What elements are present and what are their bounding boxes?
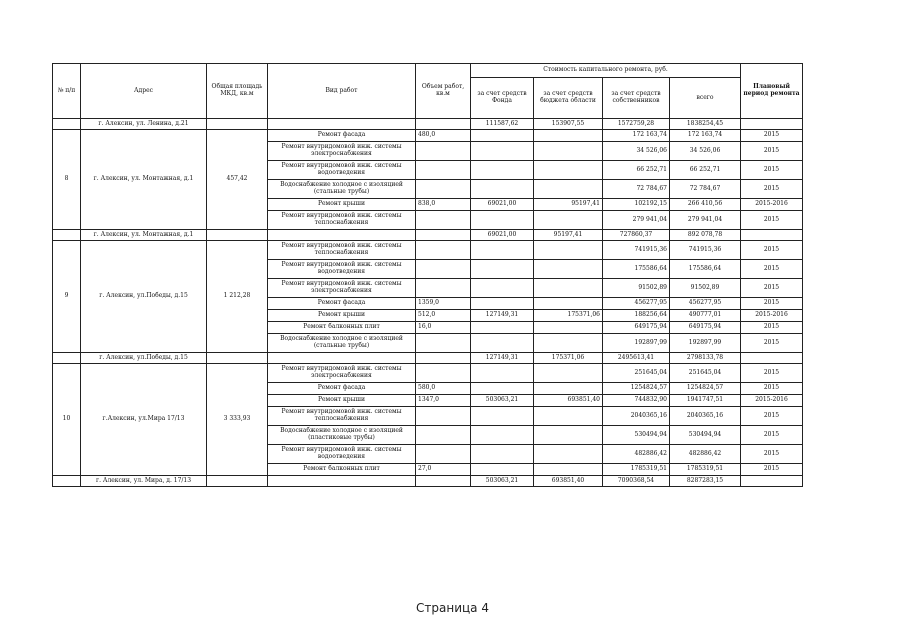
cost-owners: 649175,94 (603, 322, 670, 334)
repair-period: 2015 (741, 464, 803, 476)
repair-period: 2015 (741, 180, 803, 199)
header-cost-group: Стоимость капитального ремонта, руб. (471, 64, 741, 78)
cost-total: 34 526,06 (670, 142, 741, 161)
cost-fund (471, 130, 534, 142)
building-address: г. Алексин, ул. Монтажная, д.1 (81, 130, 207, 230)
total-owners: 1572759,28 (603, 119, 670, 130)
total-budget: 95197,41 (534, 230, 603, 241)
cost-total: 172 163,74 (670, 130, 741, 142)
cost-fund (471, 383, 534, 395)
cost-owners: 1254824,57 (603, 383, 670, 395)
header-address: Адрес (81, 64, 207, 119)
cost-total: 66 252,71 (670, 161, 741, 180)
cost-budget (534, 130, 603, 142)
empty-cell (53, 353, 81, 364)
cost-total: 1785319,51 (670, 464, 741, 476)
total-sum: 8287283,15 (670, 476, 741, 487)
cost-fund (471, 260, 534, 279)
empty-cell (741, 353, 803, 364)
work-type: Ремонт фасада (268, 298, 416, 310)
work-type: Ремонт внутридомовой инж. системы теплоснабжения (268, 211, 416, 230)
empty-cell (53, 476, 81, 487)
total-label: г. Алексин, ул. Ленина, д.21 (81, 119, 207, 130)
row-number: 8 (53, 130, 81, 230)
empty-cell (207, 476, 268, 487)
work-volume (416, 407, 471, 426)
cost-owners: 251645,04 (603, 364, 670, 383)
header-owners: за счет средств собственников (603, 78, 670, 119)
total-budget: 175371,06 (534, 353, 603, 364)
repair-period: 2015 (741, 298, 803, 310)
total-budget: 693851,40 (534, 476, 603, 487)
cost-budget: 95197,41 (534, 199, 603, 211)
work-type: Ремонт внутридомовой инж. системы электроснабжения (268, 364, 416, 383)
capital-repair-table-sheet (52, 63, 802, 487)
address-total-row (53, 230, 803, 241)
total-sum: 892 078,78 (670, 230, 741, 241)
work-volume (416, 161, 471, 180)
work-volume: 27,0 (416, 464, 471, 476)
row-number: 10 (53, 364, 81, 476)
work-volume (416, 142, 471, 161)
work-volume (416, 211, 471, 230)
total-fund: 127149,31 (471, 353, 534, 364)
cost-total: 482886,42 (670, 445, 741, 464)
cost-budget (534, 364, 603, 383)
cost-owners: 172 163,74 (603, 130, 670, 142)
cost-owners: 188256,64 (603, 310, 670, 322)
work-type: Водоснабжение холодное с изоляцией (пластиковые трубы) (268, 426, 416, 445)
repair-period: 2015 (741, 211, 803, 230)
building-area: 3 333,93 (207, 364, 268, 476)
total-fund: 111587,62 (471, 119, 534, 130)
cost-owners: 456277,95 (603, 298, 670, 310)
total-label: г. Алексин, ул. Монтажная, д.1 (81, 230, 207, 241)
empty-cell (741, 476, 803, 487)
repair-period: 2015 (741, 279, 803, 298)
empty-cell (53, 230, 81, 241)
empty-cell (268, 476, 416, 487)
work-type: Ремонт внутридомовой инж. системы теплоснабжения (268, 241, 416, 260)
work-volume (416, 445, 471, 464)
work-type: Ремонт внутридомовой инж. системы электроснабжения (268, 279, 416, 298)
cost-fund (471, 464, 534, 476)
cost-budget (534, 260, 603, 279)
work-volume: 1359,0 (416, 298, 471, 310)
empty-cell (416, 230, 471, 241)
work-volume: 580,0 (416, 383, 471, 395)
work-volume: 838,0 (416, 199, 471, 211)
cost-fund (471, 298, 534, 310)
repair-period: 2015 (741, 364, 803, 383)
cost-budget (534, 180, 603, 199)
table-row (53, 364, 803, 383)
cost-owners: 482886,42 (603, 445, 670, 464)
cost-budget (534, 211, 603, 230)
work-type: Ремонт внутридомовой инж. системы теплоснабжения (268, 407, 416, 426)
work-type: Ремонт внутридомовой инж. системы водоотведения (268, 161, 416, 180)
cost-owners: 279 941,04 (603, 211, 670, 230)
work-volume (416, 260, 471, 279)
work-type: Ремонт балконных плит (268, 464, 416, 476)
cost-owners: 102192,15 (603, 199, 670, 211)
repair-period: 2015 (741, 426, 803, 445)
header-num: № п/п (53, 64, 81, 119)
building-address: г. Алексин, ул.Победы, д.15 (81, 241, 207, 353)
cost-fund: 503063,21 (471, 395, 534, 407)
cost-owners: 72 784,67 (603, 180, 670, 199)
cost-budget (534, 334, 603, 353)
cost-owners: 741915,36 (603, 241, 670, 260)
work-volume (416, 241, 471, 260)
repair-period: 2015 (741, 445, 803, 464)
cost-owners: 66 252,71 (603, 161, 670, 180)
total-label: г. Алексин, ул. Мира, д. 17/13 (81, 476, 207, 487)
cost-total: 1254824,57 (670, 383, 741, 395)
repair-period: 2015-2016 (741, 310, 803, 322)
cost-budget (534, 279, 603, 298)
cost-fund (471, 279, 534, 298)
work-type: Ремонт крыши (268, 199, 416, 211)
repair-period: 2015 (741, 241, 803, 260)
table-body (53, 119, 803, 487)
cost-total: 279 941,04 (670, 211, 741, 230)
cost-owners: 175586,64 (603, 260, 670, 279)
cost-budget (534, 322, 603, 334)
repair-period: 2015-2016 (741, 199, 803, 211)
total-owners: 7090368,54 (603, 476, 670, 487)
repair-period: 2015 (741, 334, 803, 353)
total-owners: 2495613,41 (603, 353, 670, 364)
cost-fund: 69021,00 (471, 199, 534, 211)
cost-budget (534, 241, 603, 260)
cost-total: 251645,04 (670, 364, 741, 383)
empty-cell (416, 476, 471, 487)
header-volume: Объем работ, кв.м (416, 64, 471, 119)
work-type: Ремонт крыши (268, 395, 416, 407)
cost-budget (534, 161, 603, 180)
empty-cell (207, 353, 268, 364)
cost-fund (471, 211, 534, 230)
work-volume (416, 180, 471, 199)
work-volume (416, 279, 471, 298)
page-footer: Страница 4 (416, 601, 489, 615)
building-area: 457,42 (207, 130, 268, 230)
cost-owners: 192897,99 (603, 334, 670, 353)
cost-total: 1941747,51 (670, 395, 741, 407)
header-fund: за счет средств Фонда (471, 78, 534, 119)
header-period: Плановый период ремонта (741, 64, 803, 119)
cost-total: 91502,89 (670, 279, 741, 298)
work-type: Ремонт фасада (268, 130, 416, 142)
total-owners: 727860,37 (603, 230, 670, 241)
work-volume (416, 364, 471, 383)
cost-budget (534, 445, 603, 464)
empty-cell (207, 230, 268, 241)
work-volume: 16,0 (416, 322, 471, 334)
cost-total: 2040365,16 (670, 407, 741, 426)
work-volume (416, 334, 471, 353)
cost-fund (471, 426, 534, 445)
cost-budget (534, 426, 603, 445)
cost-budget: 693851,40 (534, 395, 603, 407)
work-volume: 480,0 (416, 130, 471, 142)
repair-period: 2015 (741, 260, 803, 279)
address-total-row (53, 119, 803, 130)
total-label: г. Алексин, ул.Победы, д.15 (81, 353, 207, 364)
cost-budget (534, 142, 603, 161)
cost-total: 456277,95 (670, 298, 741, 310)
total-fund: 69021,00 (471, 230, 534, 241)
cost-total: 741915,36 (670, 241, 741, 260)
cost-fund (471, 445, 534, 464)
work-type: Ремонт внутридомовой инж. системы водоотведения (268, 445, 416, 464)
cost-owners: 744832,90 (603, 395, 670, 407)
cost-budget (534, 383, 603, 395)
cost-total: 649175,94 (670, 322, 741, 334)
address-total-row (53, 353, 803, 364)
cost-fund: 127149,31 (471, 310, 534, 322)
work-volume (416, 426, 471, 445)
header-work: Вид работ (268, 64, 416, 119)
work-type: Водоснабжение холодное с изоляцией (стальные трубы) (268, 334, 416, 353)
cost-total: 266 410,56 (670, 199, 741, 211)
repair-period: 2015 (741, 142, 803, 161)
repair-period: 2015 (741, 322, 803, 334)
cost-owners: 2040365,16 (603, 407, 670, 426)
empty-cell (741, 230, 803, 241)
work-type: Ремонт фасада (268, 383, 416, 395)
capital-repair-table (52, 63, 803, 487)
total-sum: 1838254,45 (670, 119, 741, 130)
empty-cell (268, 353, 416, 364)
cost-budget (534, 464, 603, 476)
work-type: Водоснабжение холодное с изоляцией (стальные трубы) (268, 180, 416, 199)
repair-period: 2015 (741, 383, 803, 395)
table-row (53, 241, 803, 260)
cost-total: 192897,99 (670, 334, 741, 353)
work-type: Ремонт крыши (268, 310, 416, 322)
cost-fund (471, 161, 534, 180)
work-volume: 1347,0 (416, 395, 471, 407)
header-total: всего (670, 78, 741, 119)
cost-total: 175586,64 (670, 260, 741, 279)
header-area: Общая площадь МКД, кв.м (207, 64, 268, 119)
table-row (53, 130, 803, 142)
repair-period: 2015-2016 (741, 395, 803, 407)
cost-budget: 175371,06 (534, 310, 603, 322)
repair-period: 2015 (741, 161, 803, 180)
cost-owners: 34 526,06 (603, 142, 670, 161)
work-type: Ремонт балконных плит (268, 322, 416, 334)
table-header (53, 64, 803, 119)
cost-owners: 1785319,51 (603, 464, 670, 476)
cost-total: 530494,94 (670, 426, 741, 445)
work-volume: 512,0 (416, 310, 471, 322)
cost-owners: 530494,94 (603, 426, 670, 445)
repair-period: 2015 (741, 130, 803, 142)
cost-fund (471, 241, 534, 260)
cost-total: 72 784,67 (670, 180, 741, 199)
total-fund: 503063,21 (471, 476, 534, 487)
total-budget: 153907,55 (534, 119, 603, 130)
cost-budget (534, 407, 603, 426)
empty-cell (268, 230, 416, 241)
work-type: Ремонт внутридомовой инж. системы водоотведения (268, 260, 416, 279)
building-address: г.Алексин, ул.Мира 17/13 (81, 364, 207, 476)
row-number: 9 (53, 241, 81, 353)
cost-budget (534, 298, 603, 310)
work-type: Ремонт внутридомовой инж. системы электроснабжения (268, 142, 416, 161)
cost-fund (471, 180, 534, 199)
empty-cell (416, 353, 471, 364)
cost-total: 490777,01 (670, 310, 741, 322)
cost-fund (471, 322, 534, 334)
cost-fund (471, 364, 534, 383)
header-budget: за счет средств бюджета области (534, 78, 603, 119)
total-sum: 2798133,78 (670, 353, 741, 364)
cost-fund (471, 334, 534, 353)
cost-fund (471, 407, 534, 426)
cost-owners: 91502,89 (603, 279, 670, 298)
repair-period: 2015 (741, 407, 803, 426)
address-total-row (53, 476, 803, 487)
cost-fund (471, 142, 534, 161)
building-area: 1 212,28 (207, 241, 268, 353)
